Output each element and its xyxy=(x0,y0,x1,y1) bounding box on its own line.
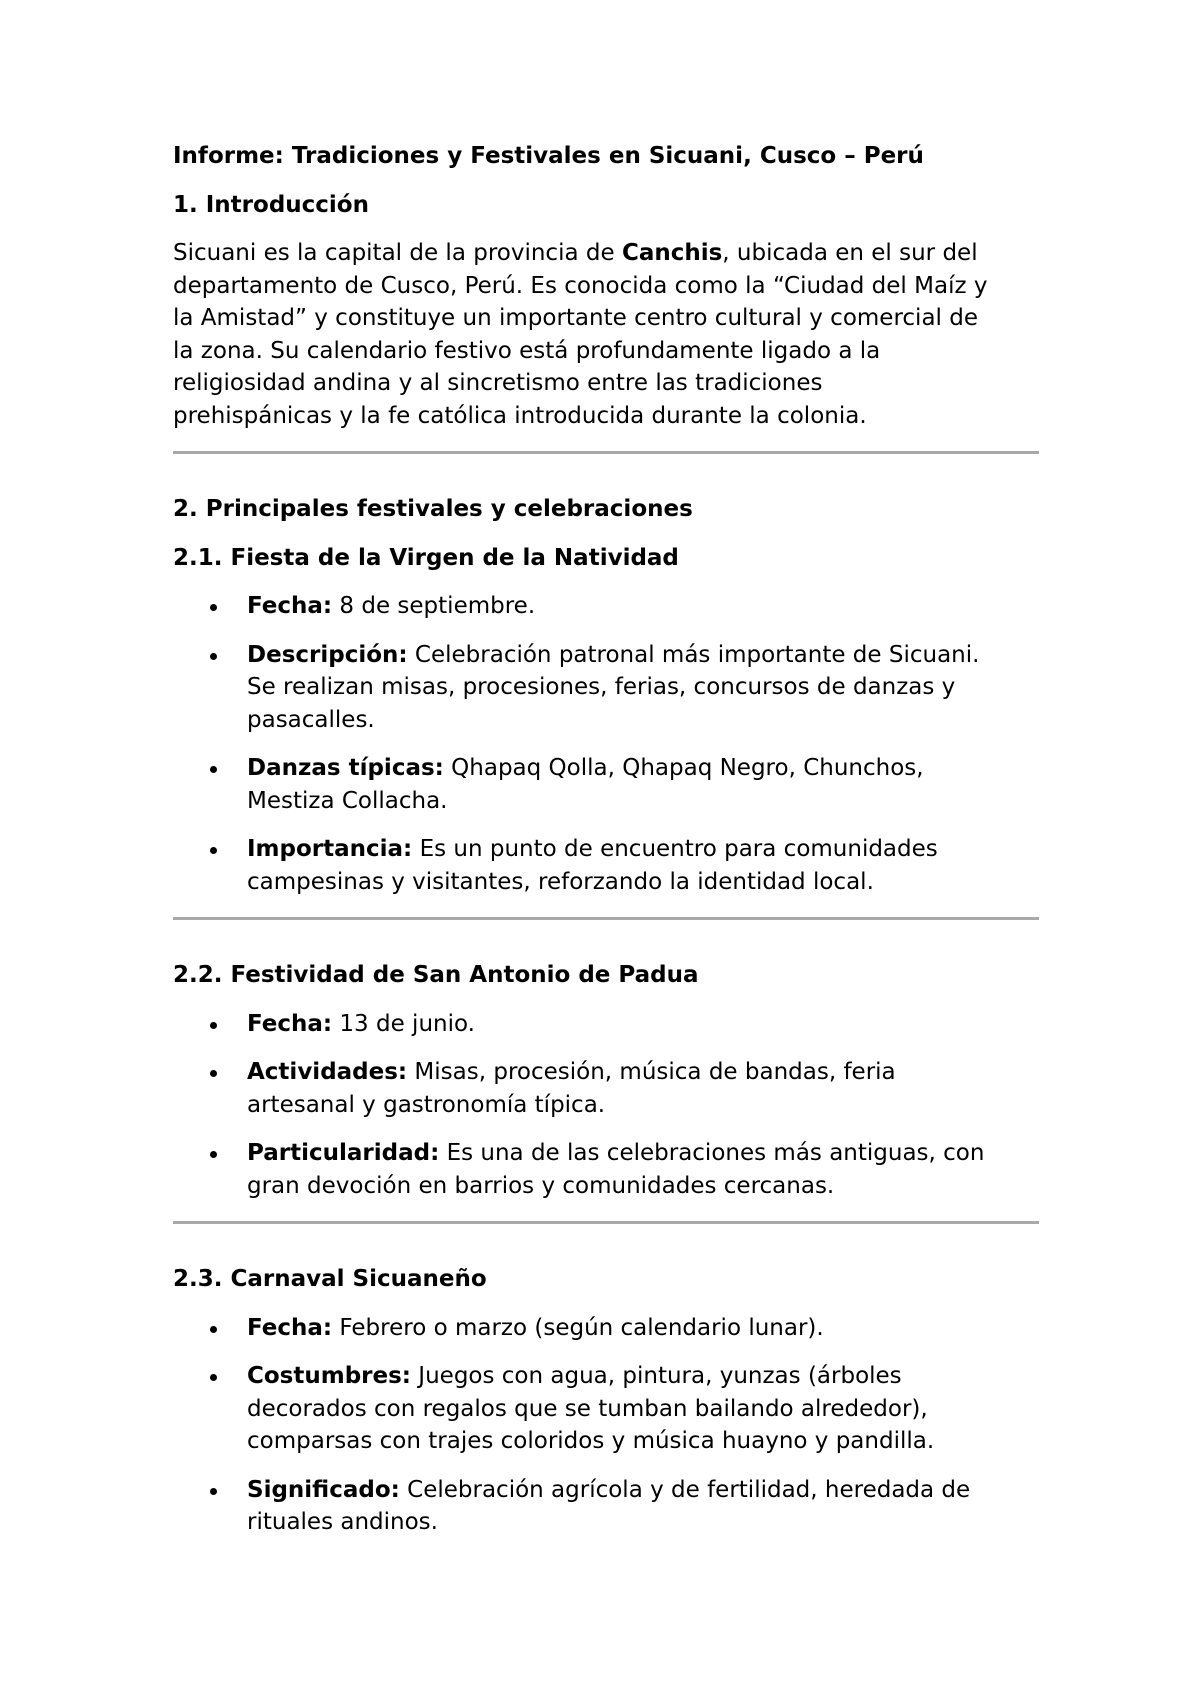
list-item-line xyxy=(247,1056,1039,1089)
list-item-text: Celebración agrícola y de fertilidad, heredada de xyxy=(399,1476,971,1503)
bullet-list xyxy=(173,1008,1039,1203)
list-item xyxy=(173,1312,1039,1345)
list-item-line: Se realizan misas, procesiones, ferias, concursos de danzas y xyxy=(247,674,956,700)
intro-text: , ubicada en el sur del xyxy=(722,240,978,266)
list-item-text: Es una de las celebraciones más antiguas, con xyxy=(439,1140,985,1166)
list-item-text: 8 de septiembre. xyxy=(332,593,536,619)
bullet-icon xyxy=(210,1151,217,1158)
intro-line xyxy=(173,237,1039,270)
list-item-line xyxy=(247,590,1039,623)
bullet-icon xyxy=(210,847,217,854)
list-item-label: Importancia: xyxy=(247,836,413,862)
list-item-label: Danzas típicas: xyxy=(247,755,444,781)
intro-line: religiosidad andina y al sincretismo entre las tradiciones xyxy=(173,370,823,396)
list-item-text: Febrero o marzo (según calendario lunar). xyxy=(332,1314,824,1341)
list-item-label: Costumbres: xyxy=(247,1363,411,1389)
list-item xyxy=(173,1056,1039,1121)
bullet-list xyxy=(173,1312,1039,1539)
intro-line: prehispánicas y la fe católica introducida durante la colonia. xyxy=(173,402,867,429)
list-item-label: Particularidad: xyxy=(247,1140,440,1166)
bullet-icon xyxy=(210,766,217,773)
intro-heading: 1. Introducción xyxy=(173,191,369,218)
list-item xyxy=(173,752,1039,817)
list-item-line: gran devoción en barrios y comunidades cercanas. xyxy=(247,1172,835,1199)
section-divider xyxy=(173,1221,1039,1224)
intro-line: la zona. Su calendario festivo está profundamente ligado a la xyxy=(173,337,881,364)
list-item-line xyxy=(247,639,1039,672)
list-item-line: Mestiza Collacha. xyxy=(247,787,448,814)
document-page xyxy=(173,140,1039,1539)
list-item xyxy=(173,639,1039,737)
list-item xyxy=(173,1137,1039,1202)
list-item-line xyxy=(247,752,1039,785)
list-item-label: Fecha: xyxy=(247,593,333,619)
intro-line: departamento de Cusco, Perú. Es conocida como la “Ciudad del Maíz y xyxy=(173,272,988,299)
list-item-label: Descripción: xyxy=(247,641,408,668)
bullet-icon xyxy=(210,1488,217,1495)
intro-bold-term: Canchis xyxy=(621,240,723,266)
list-item-line xyxy=(247,1137,1039,1170)
list-item-text: 13 de junio. xyxy=(332,1010,475,1037)
list-item-text: Celebración patronal más importante de Sicuani. xyxy=(407,641,980,668)
intro-paragraph xyxy=(173,237,1039,432)
list-item-line: pasacalles. xyxy=(247,706,375,733)
list-item-line: artesanal y gastronomía típica. xyxy=(247,1091,606,1118)
list-item-text: Misas, procesión, música de bandas, feria xyxy=(407,1059,896,1085)
list-item-label: Significado: xyxy=(247,1476,400,1503)
document-title: Informe: Tradiciones y Festivales en Sicuani, Cusco – Perú xyxy=(173,143,924,169)
list-item-text: Qhapaq Qolla, Qhapaq Negro, Chunchos, xyxy=(443,755,924,781)
bullet-icon xyxy=(210,1070,217,1077)
list-item-text: Juegos con agua, pintura, yunzas (árboles xyxy=(411,1363,902,1389)
intro-line: la Amistad” y constituye un importante centro cultural y comercial de xyxy=(173,305,978,331)
list-item xyxy=(173,1008,1039,1041)
list-item-label: Actividades: xyxy=(247,1059,408,1085)
bullet-list xyxy=(173,590,1039,898)
list-item-line xyxy=(247,1360,1039,1393)
list-item-label: Fecha: xyxy=(247,1314,333,1341)
subsection-heading: 2.2. Festividad de San Antonio de Padua xyxy=(173,962,699,988)
list-item-line: comparsas con trajes coloridos y música huayno y pandilla. xyxy=(247,1428,935,1454)
list-item-line: rituales andinos. xyxy=(247,1509,438,1535)
list-item-text: Es un punto de encuentro para comunidades xyxy=(412,836,938,862)
list-item-label: Fecha: xyxy=(247,1010,333,1037)
list-item-line: decorados con regalos que se tumban bailando alrededor), xyxy=(247,1395,928,1422)
bullet-icon xyxy=(210,1326,217,1333)
list-item xyxy=(173,1360,1039,1458)
list-item-line xyxy=(247,1008,1039,1041)
list-item-line: campesinas y visitantes, reforzando la identidad local. xyxy=(247,868,874,895)
list-item xyxy=(173,590,1039,623)
list-item-line xyxy=(247,833,1039,866)
intro-text: Sicuani es la capital de la provincia de xyxy=(173,240,622,266)
bullet-icon xyxy=(210,1374,217,1381)
list-item xyxy=(173,1474,1039,1539)
subsection-heading: 2.3. Carnaval Sicuaneño xyxy=(173,1266,487,1292)
section-divider xyxy=(173,451,1039,454)
section-heading: 2. Principales festivales y celebraciones xyxy=(173,496,693,522)
list-item-line xyxy=(247,1312,1039,1345)
list-item-line xyxy=(247,1474,1039,1507)
subsection-heading: 2.1. Fiesta de la Virgen de la Natividad xyxy=(173,544,679,571)
bullet-icon xyxy=(210,1022,217,1029)
bullet-icon xyxy=(210,653,217,660)
section-divider xyxy=(173,917,1039,920)
bullet-icon xyxy=(210,604,217,611)
list-item xyxy=(173,833,1039,898)
